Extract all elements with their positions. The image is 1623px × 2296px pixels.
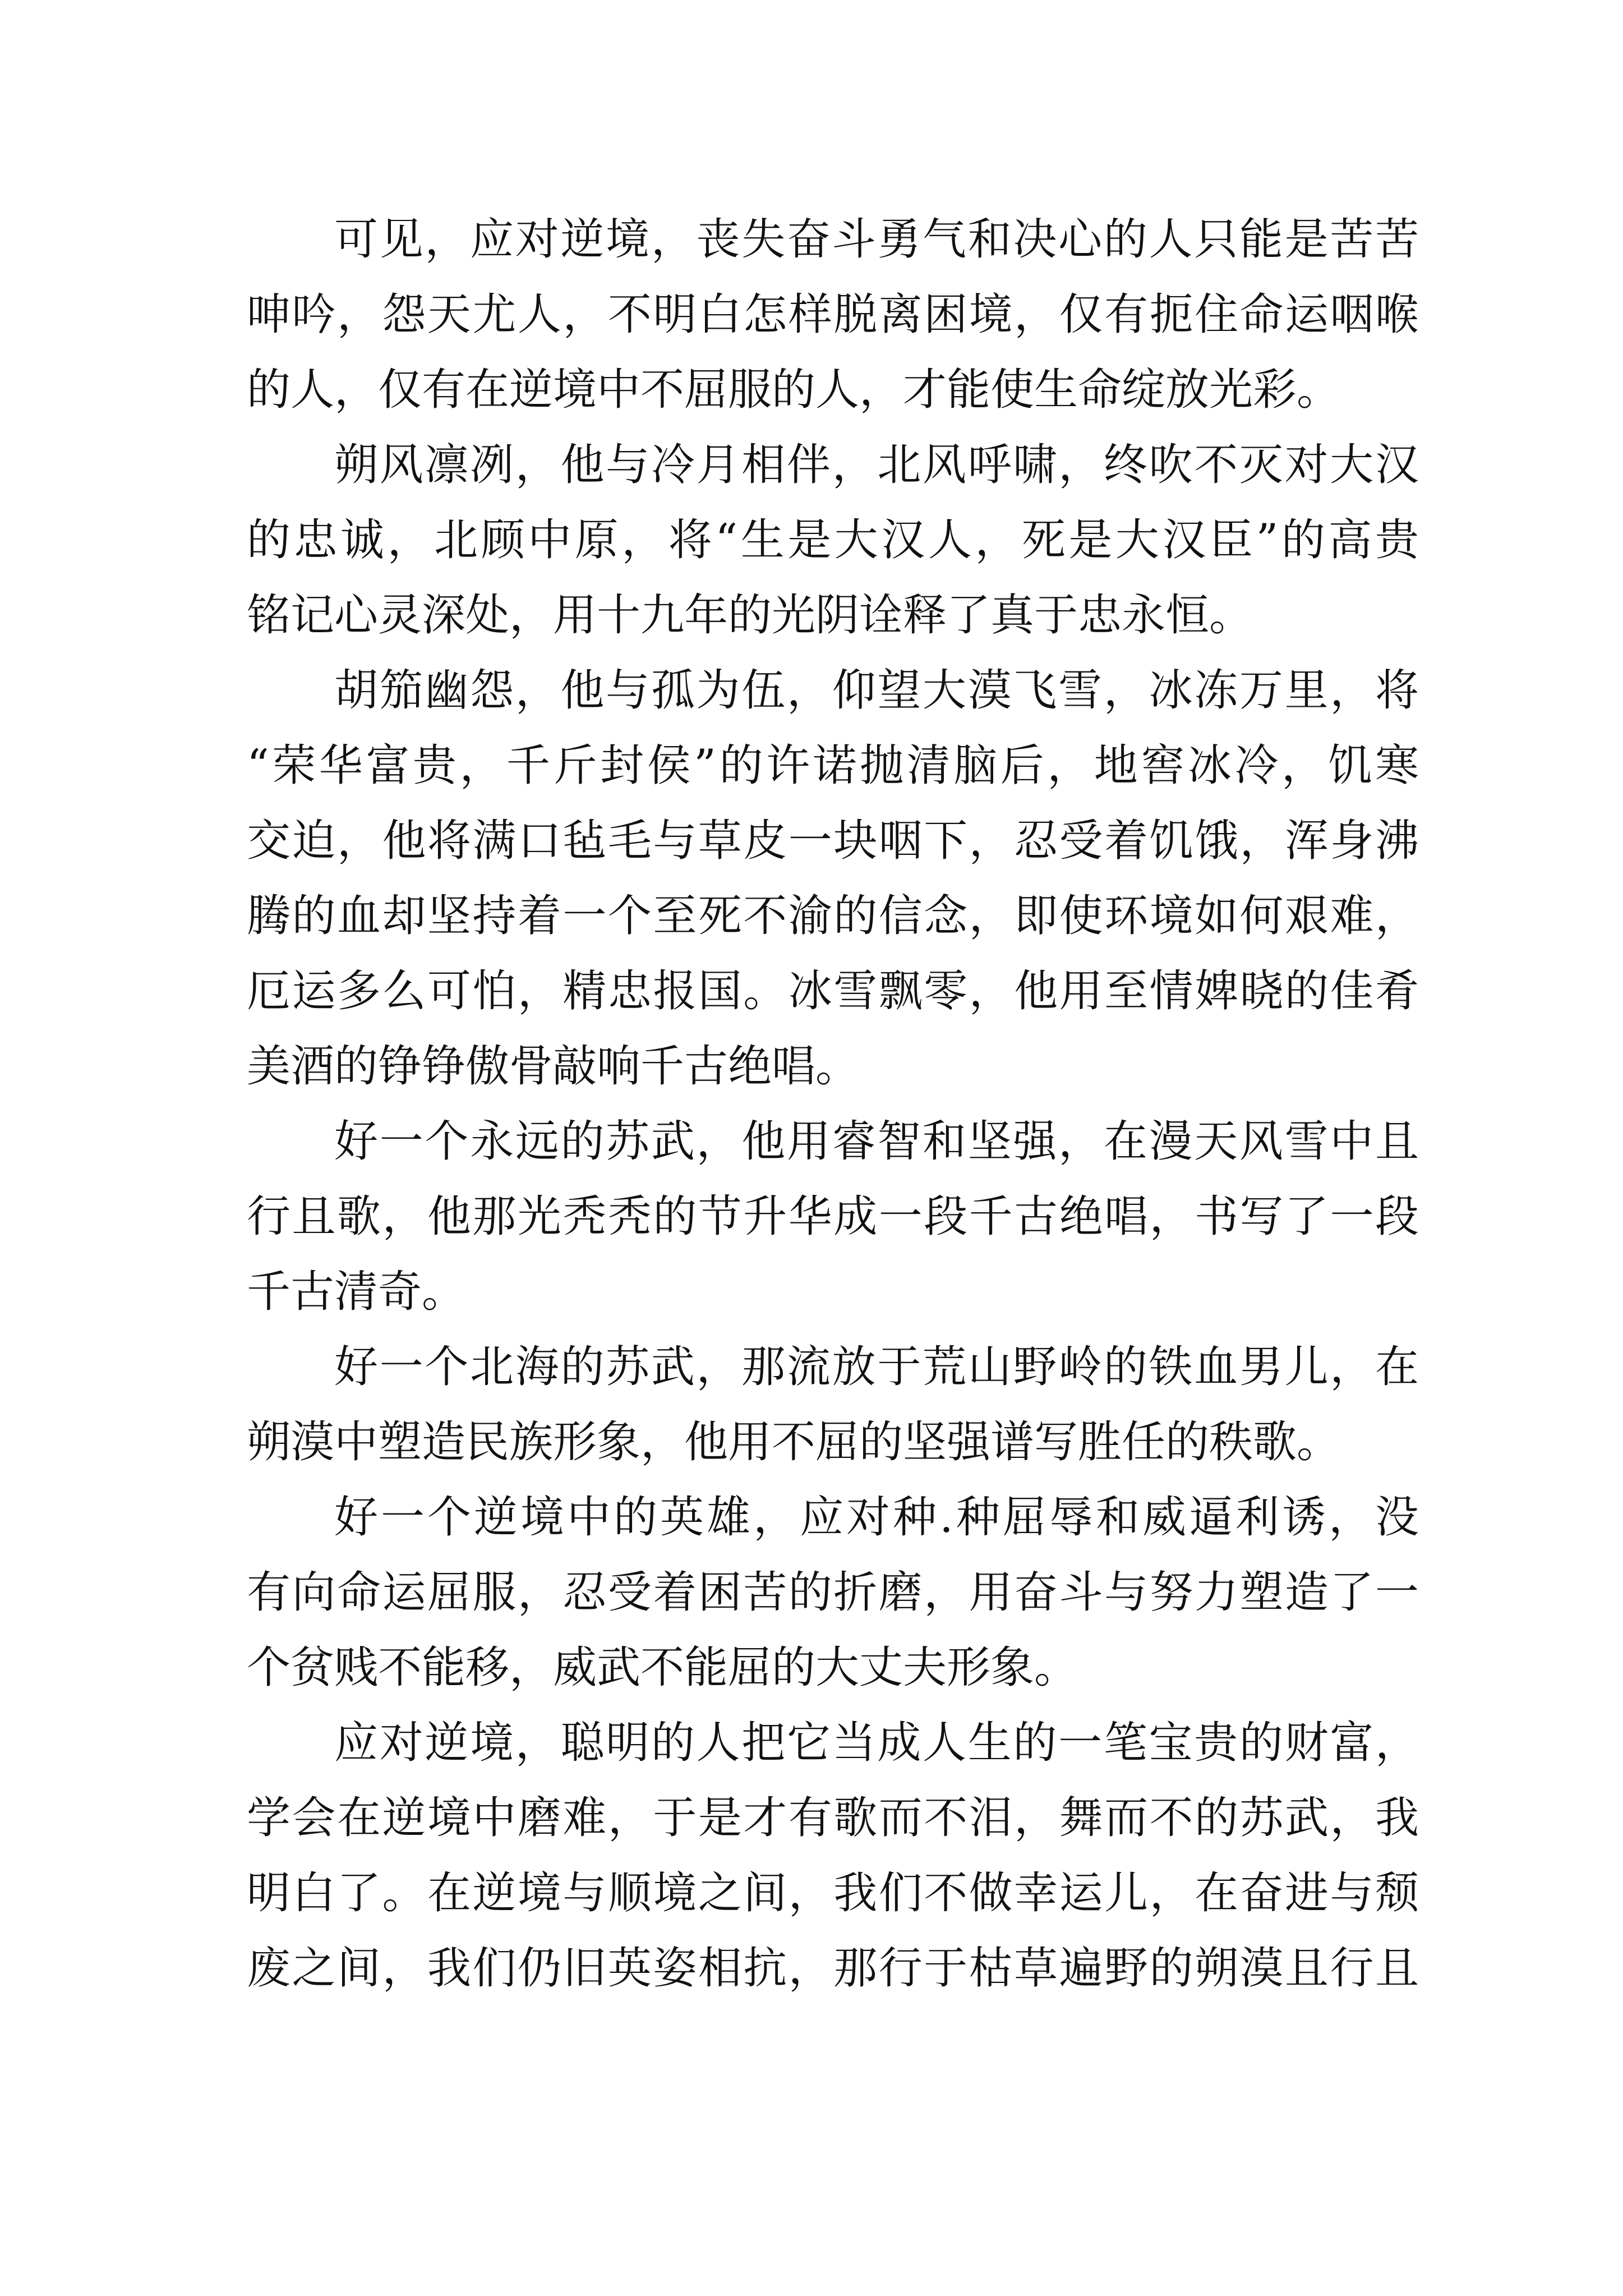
body-text	[247, 202, 1419, 2006]
text-line: 好一个逆境中的英雄，应对种.种屈辱和威逼利诱，没	[334, 1492, 1419, 1543]
text-line: “荣华富贵，千斤封侯”的许诺抛清脑后，地窖冰冷，饥寒	[247, 740, 1419, 791]
text-line: 废之间，我们仍旧英姿相抗，那行于枯草遍野的朔漠且行且	[247, 1943, 1419, 1994]
paragraph-2	[247, 427, 1419, 653]
text-line: 呻吟，怨天尤人，不明白怎样脱离困境，仅有扼住命运咽喉	[247, 289, 1419, 340]
text-line: 行且歌，他那光秃秃的节升华成一段千古绝唱，书写了一段	[247, 1191, 1419, 1242]
text-line: 好一个永远的苏武，他用睿智和坚强，在漫天风雪中且	[334, 1116, 1419, 1167]
text-line: 个贫贱不能移，威武不能屈的大丈夫形象。	[247, 1642, 1078, 1693]
text-line: 的人，仅有在逆境中不屈服的人，才能使生命绽放光彩。	[247, 365, 1341, 415]
text-line: 交迫，他将满口毡毛与草皮一块咽下，忍受着饥饿，浑身沸	[247, 816, 1419, 866]
paragraph-7	[247, 1705, 1419, 2006]
paragraph-6	[247, 1480, 1419, 1705]
paragraph-1	[247, 202, 1419, 427]
text-line: 的忠诚，北顾中原，将“生是大汉人，死是大汉臣”的高贵	[247, 515, 1419, 565]
paragraph-4	[247, 1104, 1419, 1329]
text-line: 千古清奇。	[247, 1267, 466, 1317]
text-line: 厄运多么可怕，精忠报国。冰雪飘零，他用至情婢晓的佳肴	[247, 966, 1419, 1016]
text-line: 好一个北海的苏武，那流放于荒山野岭的铁血男儿，在	[334, 1342, 1419, 1392]
text-line: 明白了。在逆境与顺境之间，我们不做幸运儿，在奋进与颓	[247, 1868, 1419, 1918]
text-line: 朔风凛冽，他与冷月相伴，北风呼啸，终吹不灭对大汉	[334, 440, 1419, 490]
paragraph-3	[247, 653, 1419, 1104]
text-line: 胡笳幽怨，他与孤为伍，仰望大漠飞雪，冰冻万里，将	[334, 665, 1419, 716]
text-line: 可见，应对逆境，丧失奋斗勇气和决心的人只能是苦苦	[334, 214, 1419, 265]
text-line: 铭记心灵深处，用十九年的光阴诠释了真于忠永恒。	[247, 590, 1253, 641]
text-line: 学会在逆境中磨难，于是才有歌而不泪，舞而不的苏武，我	[247, 1793, 1419, 1843]
text-line: 有向命运屈服，忍受着困苦的折磨，用奋斗与努力塑造了一	[247, 1567, 1419, 1618]
text-line: 应对逆境，聪明的人把它当成人生的一笔宝贵的财富，	[334, 1718, 1419, 1768]
paragraph-5	[247, 1329, 1419, 1480]
text-line: 腾的血却坚持着一个至死不渝的信念，即使环境如何艰难，	[247, 891, 1419, 941]
text-line: 朔漠中塑造民族形象，他用不屈的坚强谱写胜任的秩歌。	[247, 1417, 1341, 1467]
text-line: 美酒的铮铮傲骨敲响千古绝唱。	[247, 1041, 860, 1092]
